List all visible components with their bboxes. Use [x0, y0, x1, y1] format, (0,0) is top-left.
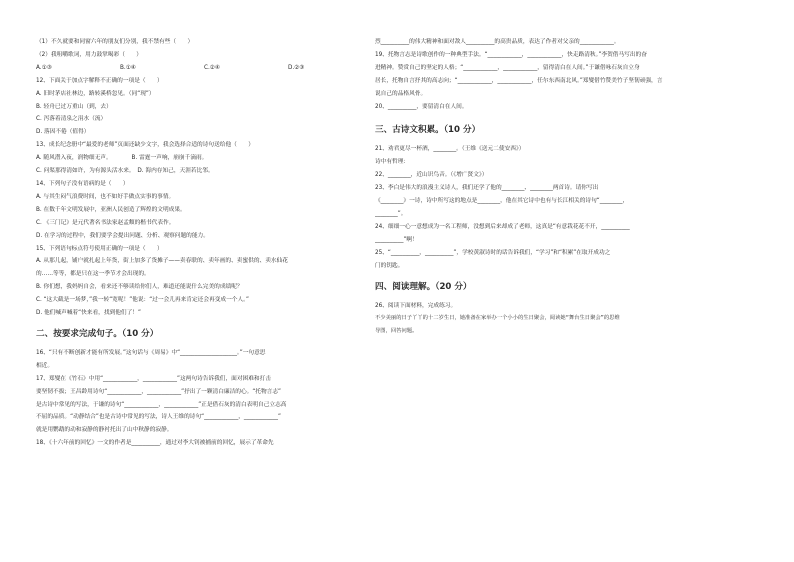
right-column [375, 36, 730, 338]
text-line: （2）我咀嚼歌词，用力鼓掌喝彩（ ） [36, 51, 142, 58]
text-line: 16、“只有不断创新才能有所发展。”这句话与《周易》中“____________________。”一句意思 [36, 349, 266, 356]
text-line: 烈__________的伟大精神和面对敌人__________的高贵品质，表达了作者对父亲的____________。 [375, 39, 620, 45]
text-line: ________”。 [375, 210, 407, 217]
text-line: 23、李白是伟大的浪漫主义诗人，我们还学了他的________、________两首诗。请你写出 [375, 185, 599, 192]
left-column [36, 36, 372, 450]
option-a: A.①③ [36, 64, 52, 71]
option-d: D.②③ [288, 64, 305, 71]
text-line: D. 在学习的过程中，我们要学会提出问题、分析、观察问题的能力。 [36, 232, 209, 239]
text-line: 的……等等，都是只在这一季节才会出现的。 [36, 271, 150, 278]
text-line: A. 从那儿起，铺户就扎起上年货，街上加多了货摊子——卖春联的、卖年画的、卖蜜供的、卖水仙花 [36, 258, 288, 265]
questions-21-25 [375, 143, 730, 272]
text-line: （1）不久就要和同窗六年的朋友们分别，我不禁有些（ ） [36, 39, 194, 45]
option-b: B.①④ [120, 64, 136, 71]
text-line: 25、“__________，__________”，学校黄淑诗时的话告诉我们，“学习”和“积累”在取开成功之 [375, 249, 611, 256]
reading-passage-line: 导图，回答问题。 [375, 328, 418, 335]
text-line: B. 轻舟已过万重山（到，去） [36, 103, 112, 110]
text-line: 进精神。赞赏自己的坚定的人格；“____________，____________，留得清白在人间。”于谦借咏石灰自立身 [375, 64, 640, 71]
text-line: 15、下列语句标点符号使用正确的一项是（ ） [36, 245, 163, 252]
text-line: 26、阅读下面材料，完成练习。 [375, 302, 457, 309]
text-line: 14、下列句子没有语病的是（ ） [36, 180, 129, 187]
text-line: C. “这大截是一场梦，”我一转“宽呢！”他说：“过一会儿再来肯定还会再变成一个人。” [36, 297, 249, 304]
text-line: 13、成长纪念册中“最爱的老师”页面还缺少文字，我会选择合适的诗句送给他（ ） [36, 142, 254, 149]
text-line: 24、细细一心一意想成为一名工程师，没想到后来却成了老师，这真是“有意栽花花不开，__________ [375, 223, 630, 230]
questions-16-18 [36, 347, 372, 450]
text-line: 就是用鹦鹉的动和寂静的静衬托出了山中秋静的寂静。 [36, 427, 173, 434]
text-line: B. 你们想，我妈妈自会，看来还不够读给你们人，难道还能说什么完美的成绩呢？ [36, 284, 243, 291]
text-line: D. 他们喊声喊着“快来看，找到他们了！” [36, 310, 141, 317]
text-line: 要坚韧不拔；王昌龄用诗句“____________，____________”抒出了一颗清白廉洁的心。“托物言志” [36, 388, 281, 395]
question-26 [375, 300, 730, 339]
text-line: 相近。 [36, 362, 54, 369]
text-line: A. 随风潜入夜，润物细无声。 B. 雷霆一声响，崩崩千滴雨。 [36, 155, 208, 162]
text-line: 19、托物言志是诗歌创作的一种典型手法。“____________，____________，快走路清秋。”李贺借马写出的奋 [375, 51, 647, 58]
text-line: D. 落因不倦（值得） [36, 129, 90, 136]
text-line: 是古诗中常见的写法，于谦的诗句“____________，____________”正是借石灰的清白表明自己立志高 [36, 401, 287, 408]
text-line: C. 问渠那得清如许，为有源头活水来。 D. 海内存知己，天涯若比邻。 [36, 168, 214, 175]
section-heading-4: 四、阅读理解。（20 分） [375, 281, 472, 292]
text-line: 18、《十六年前的回忆》一文的作者是__________，通过对李大钊被捕前的回忆，展示了革命先 [36, 440, 274, 447]
text-line: 诗中有哲理： [375, 159, 410, 166]
section-heading-3: 三、古诗文积累。（10 分） [375, 125, 481, 136]
text-line: 门的钥匙。 [375, 262, 404, 269]
question-11-subitems [36, 36, 372, 62]
text-line: C. 《三门记》是元代著名书法家赵孟頫的楷书代表作。 [36, 219, 175, 226]
text-line: 不屈的品质。“动静结合”也是古诗中常见的写法，诗人王维的诗句“____________，____________” [36, 414, 281, 421]
text-line: 21、劝君更尽一杯酒，________。（王维《送元二使安西》） [375, 146, 525, 153]
text-line: 《________》一诗，诗中所写这的地点是________，他在其它诗中也有与长江相关的诗句“________， [375, 198, 629, 205]
text-line: 17、郑燮在《竹石》中用“____________，____________”这两句诗告诉我们，面对困难和打击 [36, 375, 271, 382]
reading-passage-line: 不少美丽的日子丫丫的十二岁生日，她准备在家举办一个小小的生日聚会，阅读她“舞台生日聚会”的思维 [375, 315, 620, 322]
text-line: C. 泻落着清泉之涓水（流） [36, 116, 107, 123]
text-line: B. 在数千年文明发展中，亚洲人民创造了辉煌的文明成果。 [36, 206, 186, 213]
text-line: 20、__________，要留清白在人间。 [375, 103, 468, 110]
questions-18-20 [375, 36, 730, 113]
text-line: 22、________，近山识鸟音。（《增广贤文》） [375, 172, 488, 179]
text-line: 12、下面关于加点字解释不正确的一项是（ ） [36, 77, 163, 84]
questions-12-15 [36, 75, 372, 320]
text-line: 说自己的品格风骨。 [375, 90, 427, 97]
text-line: 居长，托物自言抒其的高志向；“____________，____________，任尔东西南北风。”郑燮借竹赞美竹子坚韧顽强，言 [375, 77, 663, 84]
text-line: A. 与其生闷气浪费时间，也不如好手做点实事的事情。 [36, 193, 175, 200]
question-11-options [36, 62, 372, 75]
section-heading-2: 二、按要求完成句子。（10 分） [36, 328, 159, 339]
option-c: C.②④ [204, 64, 220, 71]
text-line: __________”啊！ [375, 236, 418, 243]
text-line: A. 旧时茅店社林边，路转溪桥忽见。（同“现”） [36, 90, 155, 97]
